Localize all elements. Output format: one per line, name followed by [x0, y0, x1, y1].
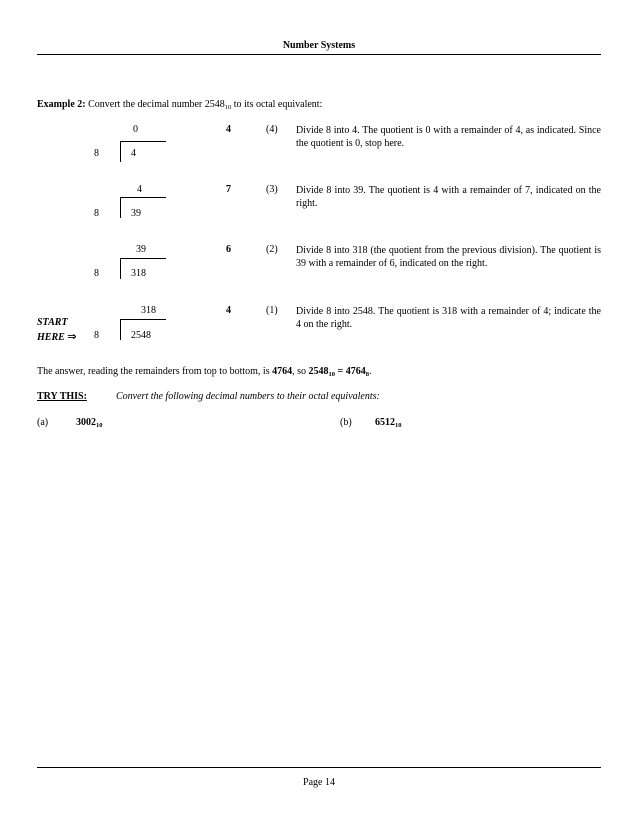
here-label: [37, 330, 77, 343]
division-bracket: [120, 319, 121, 340]
step-number: (2): [266, 244, 278, 255]
remainder: 4: [226, 305, 231, 316]
division-bar: [120, 258, 166, 259]
answer-end: .: [368, 366, 372, 377]
answer-equals: = 4764: [335, 366, 366, 377]
dividend: 2548: [131, 330, 151, 341]
problem-a-number: [76, 417, 103, 428]
footer-rule: [37, 767, 601, 768]
remainder: 6: [226, 244, 231, 255]
answer-line: [37, 366, 371, 377]
problem-b-label: (b): [340, 417, 352, 428]
problem-b-number: [375, 417, 402, 428]
problem-a-value: 3002: [76, 417, 96, 428]
divisor: 8: [94, 330, 99, 341]
page-number: Page 14: [303, 777, 335, 788]
step-description: Divide 8 into 4. The quotient is 0 with a remainder of 4, as indicated. Since the quotient is 0, stop here.: [296, 125, 601, 149]
division-bar: [120, 141, 166, 142]
step-number: (1): [266, 305, 278, 316]
step-description: Divide 8 into 318 (the quotient from the previous division). The quotient is 39 with a remainder of 6, indicated on the right.: [296, 245, 601, 269]
dividend: 318: [131, 268, 146, 279]
quotient: 318: [141, 305, 156, 316]
example-text-suffix: to its octal equivalent:: [231, 99, 323, 110]
step-description: Divide 8 into 39. The quotient is 4 with a remainder of 7, indicated on the right.: [296, 185, 601, 209]
dividend: 39: [131, 208, 141, 219]
problem-a-sub: 10: [96, 422, 103, 429]
divisor: 8: [94, 208, 99, 219]
try-this-text: Convert the following decimal numbers to their octal equivalents:: [116, 391, 380, 402]
step-description: Divide 8 into 2548. The quotient is 318 with a remainder of 4; indicate the 4 on the right.: [296, 306, 601, 330]
division-bracket: [120, 141, 121, 162]
quotient: 39: [136, 244, 146, 255]
problem-b-value: 6512: [375, 417, 395, 428]
quotient: 0: [133, 124, 138, 135]
example-text-prefix: Convert the decimal number 2548: [88, 99, 225, 110]
problem-b-sub: 10: [395, 422, 402, 429]
answer-middle: , so: [292, 366, 309, 377]
divisor: 8: [94, 148, 99, 159]
division-bar: [120, 197, 166, 198]
example-label: Example 2:: [37, 99, 86, 110]
division-bar: [120, 319, 166, 320]
remainder: 4: [226, 124, 231, 135]
try-this-label: TRY THIS:: [37, 391, 87, 402]
answer-value: 4764: [272, 366, 293, 377]
division-bracket: [120, 258, 121, 279]
step-number: (3): [266, 184, 278, 195]
step-number: (4): [266, 124, 278, 135]
page-header-title: Number Systems: [282, 40, 356, 51]
answer-rhs-sub: 8: [365, 371, 369, 378]
answer-lhs-sub: 10: [328, 371, 335, 378]
remainder: 7: [226, 184, 231, 195]
example-intro: [37, 99, 322, 110]
answer-lhs: 2548: [308, 366, 329, 377]
example-text-sub: 10: [224, 104, 232, 111]
division-bracket: [120, 197, 121, 218]
divisor: 8: [94, 268, 99, 279]
here-text: HERE: [37, 332, 65, 343]
quotient: 4: [137, 184, 142, 195]
answer-prefix: The answer, reading the remainders from top to bottom, is: [37, 366, 273, 377]
right-arrow-icon: ⇒: [67, 330, 77, 343]
start-label: START: [37, 317, 68, 328]
dividend: 4: [131, 148, 136, 159]
problem-a-label: (a): [37, 417, 49, 428]
header-rule: [37, 54, 601, 55]
